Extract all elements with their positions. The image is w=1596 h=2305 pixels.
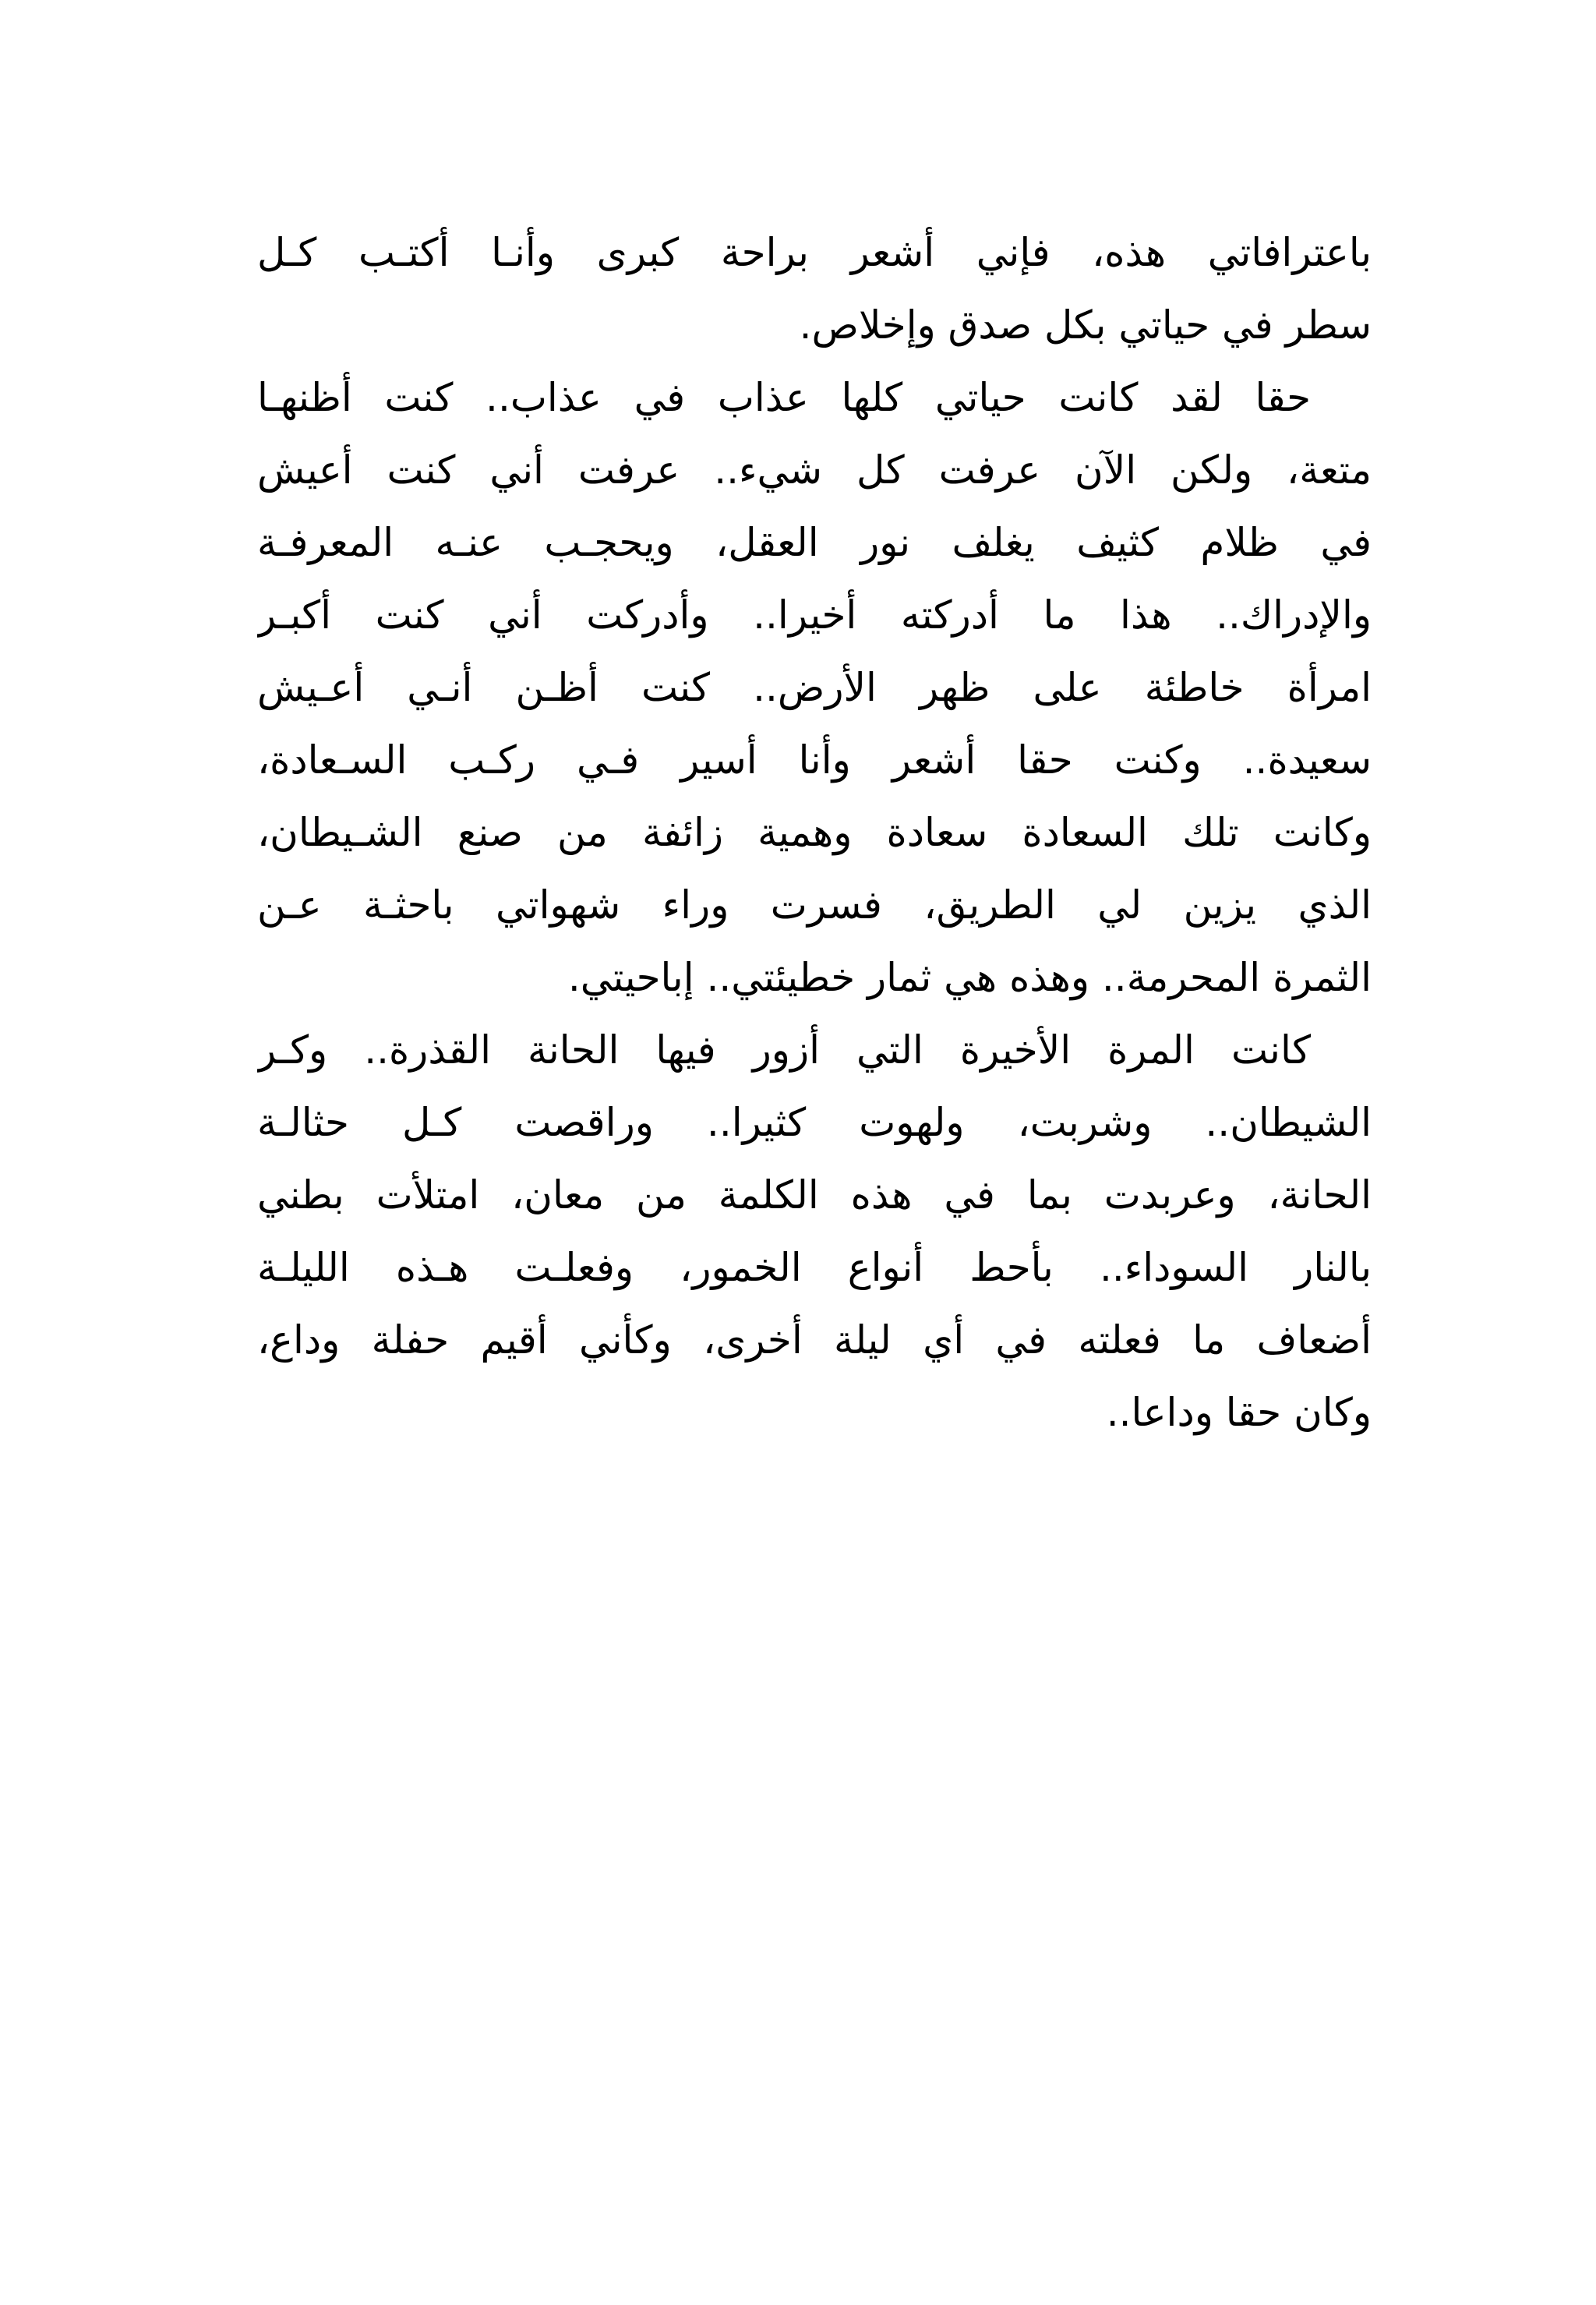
text-line: امرأة خاطئة على ظهر الأرض.. كنت أظـن أنـي أعـيش bbox=[257, 665, 1372, 710]
text-line: باعترافاتي هذه، فإني أشعر براحة كبرى وأنـا أكتـب كـل bbox=[257, 230, 1372, 275]
paragraph-1 bbox=[257, 217, 1372, 362]
text-line: الحانة، وعربدت بما في هذه الكلمة من معان، امتلأت بطني bbox=[257, 1172, 1372, 1218]
text-line: الذي يزين لي الطريق، فسرت وراء شهواتي باحثـة عـن bbox=[257, 882, 1372, 928]
text-line: بالنار السوداء.. بأحط أنواع الخمور، وفعلـت هـذه الليلـة bbox=[257, 1245, 1372, 1290]
paragraph-3 bbox=[257, 1014, 1372, 1449]
text-line: في ظلام كثيف يغلف نور العقل، ويحجـب عنـه المعرفـة bbox=[257, 520, 1372, 565]
text-line: سعيدة.. وكنت حقا أشعر وأنا أسير فـي ركـب السـعادة، bbox=[257, 737, 1372, 783]
text-line: حقا لقد كانت حياتي كلها عذاب في عذاب.. كنت أظنهـا bbox=[257, 375, 1311, 420]
text-line: الثمرة المحرمة.. وهذه هي ثمار خطيئتي.. إباحيتي. bbox=[567, 955, 1372, 1000]
text-line: الشيطان.. وشربت، ولهوت كثيرا.. وراقصت كـل حثالـة bbox=[257, 1100, 1372, 1145]
text-line: سطر في حياتي بكل صدق وإخلاص. bbox=[799, 302, 1372, 348]
text-line: وكانت تلك السعادة سعادة وهمية زائفة من صنع الشـيطان، bbox=[257, 810, 1372, 855]
paragraph-2 bbox=[257, 362, 1372, 1014]
text-line: متعة، ولكن الآن عرفت كل شيء.. عرفت أني كنت أعيش bbox=[257, 447, 1372, 493]
text-line: كانت المرة الأخيرة التي أزور فيها الحانة القذرة.. وكـر bbox=[257, 1027, 1311, 1073]
text-line: أضعاف ما فعلته في أي ليلة أخرى، وكأني أقيم حفلة وداع، bbox=[257, 1317, 1372, 1363]
text-line: والإدراك.. هذا ما أدركته أخيرا.. وأدركت أني كنت أكبـر bbox=[257, 592, 1372, 638]
body-text bbox=[257, 217, 1372, 1449]
text-line: وكان حقا وداعا.. bbox=[1106, 1390, 1372, 1435]
